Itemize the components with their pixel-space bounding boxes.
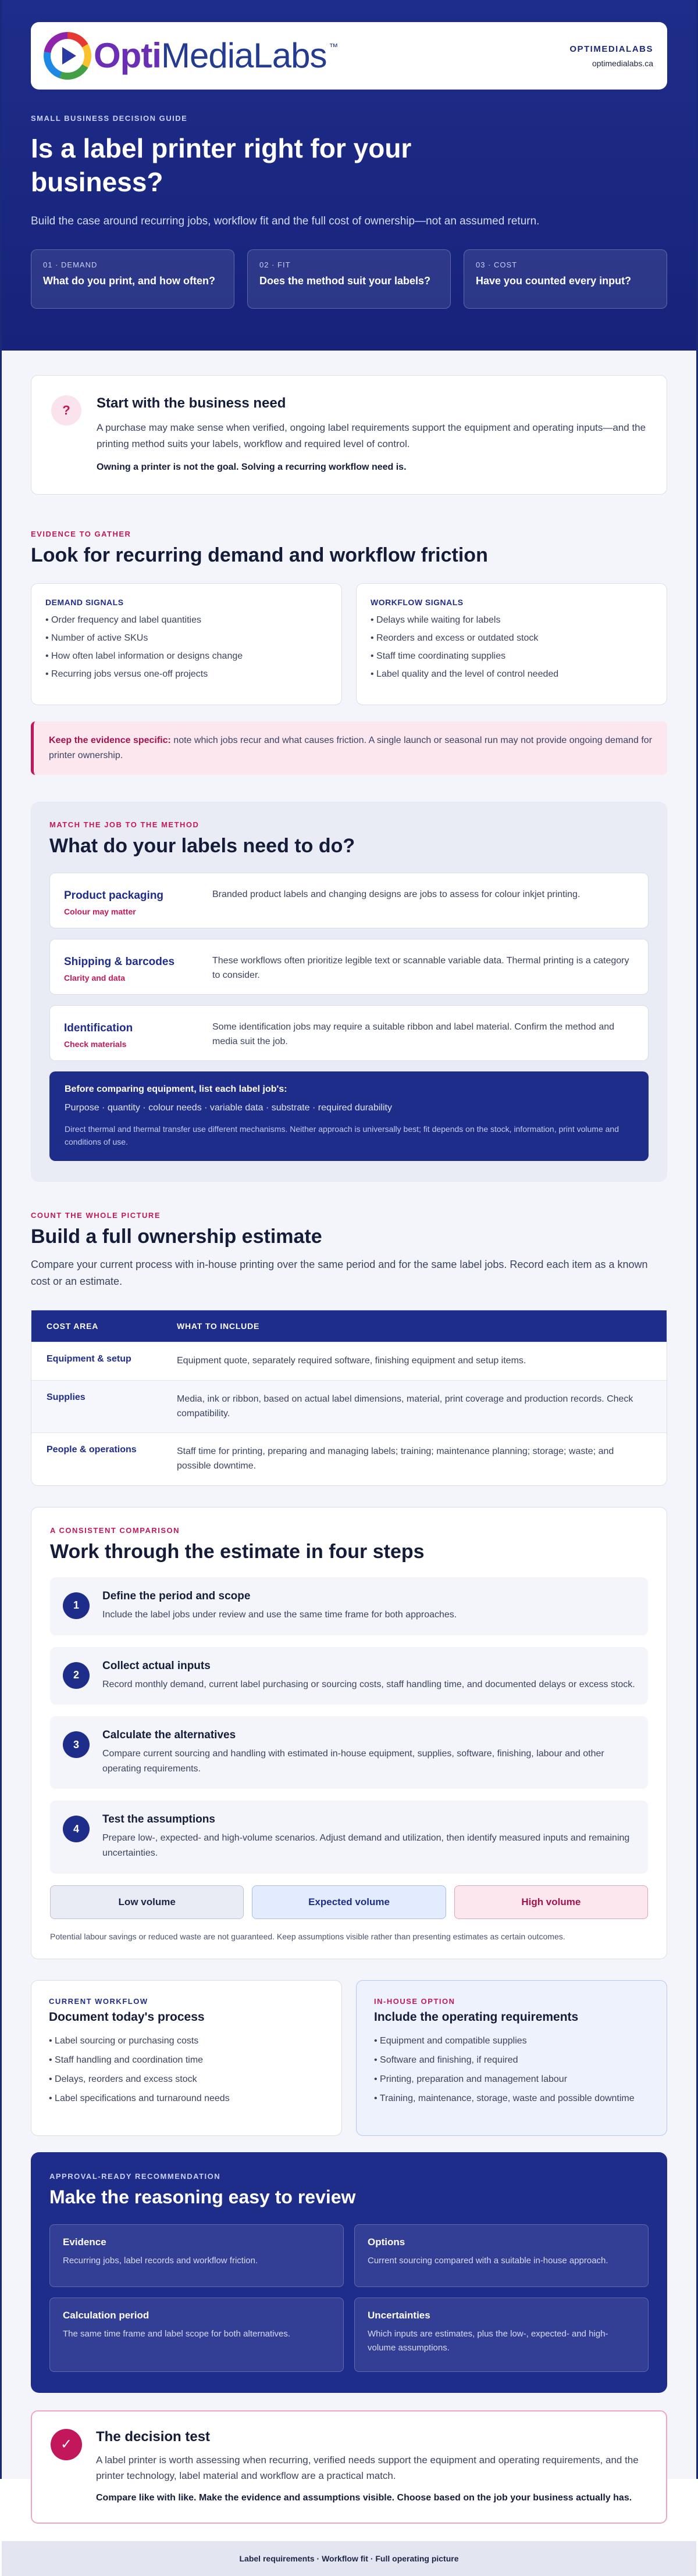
brand-url[interactable]: optimedialabs.ca bbox=[592, 58, 653, 68]
scenario-low-volume[interactable]: Low volume bbox=[50, 1885, 244, 1919]
column-header-include: WHAT TO INCLUDE bbox=[177, 1321, 260, 1331]
rec-item-title: Options bbox=[368, 2236, 405, 2248]
job-desc: Some identification jobs may require a suitable ribbon and label material. Confirm the method and media suit the job. bbox=[212, 1021, 615, 1047]
checklist-title: Before comparing equipment, list each label job's: bbox=[65, 1084, 287, 1094]
step-desc: Prepare low-, expected- and high-volume scenarios. Adjust demand and utilization, then identify measured inputs and remaining uncertainties. bbox=[102, 1833, 630, 1858]
logo[interactable] bbox=[44, 32, 339, 80]
step-title: Test the assumptions bbox=[102, 1813, 215, 1826]
job-name: Identification bbox=[64, 1021, 133, 1034]
table-row bbox=[31, 1432, 667, 1485]
recommendation-panel bbox=[31, 2152, 667, 2393]
need-title: Start with the business need bbox=[97, 395, 286, 412]
brand-name: OPTIMEDIALABS bbox=[569, 44, 653, 54]
logo-opti: Opti bbox=[94, 36, 161, 75]
rec-item-title: Calculation period bbox=[63, 2309, 149, 2321]
cost-include: Staff time for printing, preparing and managing labels; training; maintenance planning; storage; waste; and possible downtime. bbox=[177, 1446, 614, 1471]
list-item: • Training, maintenance, storage, waste and possible downtime bbox=[374, 2093, 649, 2104]
business-need-card bbox=[31, 375, 667, 495]
hero-card-demand bbox=[31, 249, 234, 309]
step-4 bbox=[50, 1800, 648, 1873]
job-row-shipping bbox=[49, 939, 649, 995]
rec-item-desc: Current sourcing compared with a suitable in-house approach. bbox=[368, 2255, 608, 2266]
step-number: 2 bbox=[63, 1662, 90, 1689]
list-item: • Staff handling and coordination time bbox=[49, 2055, 324, 2066]
logo-wordmark bbox=[94, 38, 327, 73]
step-1 bbox=[50, 1577, 648, 1635]
demand-signals-list bbox=[45, 615, 327, 680]
cost-area: Supplies bbox=[47, 1392, 86, 1402]
footer: Label requirements · Workflow fit · Full operating picture bbox=[2, 2541, 696, 2576]
need-body: A purchase may make sense when verified, ongoing label requirements support the equipment and operating inputs—and the printing method suits your labels, workflow and required level of control. bbox=[97, 422, 646, 449]
logo-rest: MediaLabs bbox=[161, 36, 327, 75]
evidence-eyebrow: EVIDENCE TO GATHER bbox=[31, 530, 131, 539]
recommendation-title: Make the reasoning easy to review bbox=[49, 2186, 356, 2207]
check-icon: ✓ bbox=[51, 2429, 82, 2460]
table-row bbox=[31, 1380, 667, 1433]
page-title: Is a label printer right for your business? bbox=[31, 133, 412, 197]
job-tag: Colour may matter bbox=[64, 906, 136, 916]
trademark: ™ bbox=[329, 42, 339, 52]
steps-card bbox=[31, 1507, 667, 1959]
list-item: • Order frequency and label quantities bbox=[45, 615, 327, 626]
current-title: Document today's process bbox=[49, 2010, 205, 2024]
current-eyebrow: CURRENT WORKFLOW bbox=[49, 1996, 148, 2006]
rec-item-desc: Recurring jobs, label records and workflow friction. bbox=[63, 2255, 258, 2266]
step-title: Calculate the alternatives bbox=[102, 1729, 236, 1742]
table-row bbox=[31, 1342, 667, 1380]
rec-item-desc: Which inputs are estimates, plus the low-, expected- and high-volume assumptions. bbox=[368, 2328, 608, 2353]
cost-table bbox=[31, 1310, 667, 1486]
steps-title: Work through the estimate in four steps bbox=[50, 1540, 425, 1563]
checklist-items: Purpose · quantity · colour needs · variable data · substrate · required durability bbox=[65, 1102, 392, 1113]
list-item: • Staff time coordinating supplies bbox=[371, 651, 653, 662]
recommendation-eyebrow: APPROVAL-READY RECOMMENDATION bbox=[49, 2171, 221, 2181]
recommendation-grid bbox=[49, 2224, 649, 2372]
list-item: • Delays while waiting for labels bbox=[371, 615, 653, 626]
list-item: • Printing, preparation and management labour bbox=[374, 2074, 649, 2085]
hero-card-title: What do you print, and how often? bbox=[43, 275, 215, 287]
job-row-packaging bbox=[49, 873, 649, 928]
hero-card-cost bbox=[464, 249, 667, 309]
question-icon: ? bbox=[51, 395, 81, 426]
step-2 bbox=[50, 1647, 648, 1705]
hero-card-fit bbox=[247, 249, 451, 309]
demand-signals-title: DEMAND SIGNALS bbox=[45, 598, 124, 608]
job-name: Shipping & barcodes bbox=[64, 955, 175, 968]
hero bbox=[2, 0, 696, 351]
job-tag: Check materials bbox=[64, 1039, 127, 1049]
decision-body: A label printer is worth assessing when recurring, verified needs support the equipment and operating requirements, and the printer technology, label material and workflow are a practical match. bbox=[96, 2454, 639, 2481]
list-item: • Label quality and the level of control needed bbox=[371, 669, 653, 680]
rec-item-title: Uncertainties bbox=[368, 2309, 430, 2321]
inhouse-title: Include the operating requirements bbox=[374, 2010, 579, 2024]
signals bbox=[31, 583, 667, 705]
list-item: • Recurring jobs versus one-off projects bbox=[45, 669, 327, 680]
need-strong: Owning a printer is not the goal. Solving a recurring workflow need is. bbox=[97, 462, 407, 472]
match-title: What do your labels need to do? bbox=[49, 834, 355, 857]
scenario-expected-volume[interactable]: Expected volume bbox=[252, 1885, 446, 1919]
hero-cards bbox=[31, 249, 667, 309]
cost-area: Equipment & setup bbox=[47, 1353, 131, 1364]
hero-card-title: Does the method suit your labels? bbox=[259, 275, 431, 287]
workflow-signals-list bbox=[371, 615, 653, 680]
step-desc: Compare current sourcing and handling with estimated in-house equipment, supplies, software, finishing, labour and other operating requirements. bbox=[102, 1749, 604, 1774]
current-workflow-card bbox=[31, 1980, 342, 2136]
workflow-signals-title: WORKFLOW SIGNALS bbox=[371, 598, 464, 608]
hero-card-num: 03 · COST bbox=[476, 260, 518, 270]
step-title: Collect actual inputs bbox=[102, 1659, 211, 1672]
list-item: • How often label information or designs change bbox=[45, 651, 327, 662]
inhouse-option-card bbox=[356, 1980, 667, 2136]
job-desc: Branded product labels and changing designs are jobs to assess for colour inkjet printing. bbox=[212, 889, 581, 899]
job-checklist-box bbox=[49, 1071, 649, 1162]
inhouse-eyebrow: IN-HOUSE OPTION bbox=[374, 1996, 455, 2006]
main-content bbox=[2, 351, 696, 2576]
column-header-area: COST AREA bbox=[47, 1321, 99, 1331]
cost-include: Media, ink or ribbon, based on actual label dimensions, material, print coverage and production records. Check compatibility. bbox=[177, 1394, 633, 1419]
decision-test-card bbox=[31, 2410, 667, 2524]
rec-item-evidence bbox=[49, 2224, 344, 2287]
brand-bar bbox=[31, 22, 667, 90]
hero-subtitle: Build the case around recurring jobs, workflow fit and the full cost of ownership—not an assumed return. bbox=[31, 215, 540, 227]
hero-eyebrow: SMALL BUSINESS DECISION GUIDE bbox=[31, 114, 188, 123]
step-3 bbox=[50, 1716, 648, 1789]
workflow-signals-card bbox=[356, 583, 667, 705]
cost-include: Equipment quote, separately required software, finishing equipment and setup items. bbox=[177, 1355, 526, 1366]
list-item: • Reorders and excess or outdated stock bbox=[371, 633, 653, 644]
steps-eyebrow: A CONSISTENT COMPARISON bbox=[50, 1525, 180, 1535]
checklist-note: Direct thermal and thermal transfer use different mechanisms. Neither approach is universally best; fit depends on the stock, information, print volume and conditions of use. bbox=[65, 1124, 619, 1146]
list-item: • Label specifications and turnaround needs bbox=[49, 2093, 324, 2104]
step-number: 1 bbox=[63, 1592, 90, 1619]
evidence-callout bbox=[31, 721, 667, 774]
list-item: • Number of active SKUs bbox=[45, 633, 327, 644]
rec-item-options bbox=[354, 2224, 649, 2287]
ownership-intro: Compare your current process with in-house printing over the same period and for the same label jobs. Record each item as a known cost or an estimate. bbox=[31, 1259, 648, 1288]
list-item: • Equipment and compatible supplies bbox=[374, 2036, 649, 2046]
brand-info bbox=[569, 44, 653, 68]
scenario-high-volume[interactable]: High volume bbox=[454, 1885, 648, 1919]
ownership-title: Build a full ownership estimate bbox=[31, 1226, 322, 1248]
hero-card-num: 01 · DEMAND bbox=[43, 260, 98, 270]
workflow-compare bbox=[31, 1980, 667, 2136]
step-number: 3 bbox=[63, 1731, 90, 1758]
callout-text: note which jobs recur and what causes friction. A single launch or seasonal run may not provide ongoing demand for printer ownership. bbox=[49, 735, 653, 760]
list-item: • Delays, reorders and excess stock bbox=[49, 2074, 324, 2085]
job-name: Product packaging bbox=[64, 889, 164, 902]
decision-strong: Compare like with like. Make the evidence and assumptions visible. Choose based on the job your business actually has. bbox=[96, 2492, 632, 2503]
rec-item-uncertainties bbox=[354, 2298, 649, 2372]
step-desc: Record monthly demand, current label purchasing or sourcing costs, staff handling time, and documented delays or excess stock. bbox=[102, 1679, 635, 1689]
decision-title: The decision test bbox=[96, 2428, 211, 2445]
demand-signals-card bbox=[31, 583, 342, 705]
match-panel bbox=[31, 802, 667, 1182]
job-tag: Clarity and data bbox=[64, 973, 126, 982]
list-item: • Label sourcing or purchasing costs bbox=[49, 2036, 324, 2046]
logo-icon bbox=[44, 32, 91, 80]
match-eyebrow: MATCH THE JOB TO THE METHOD bbox=[49, 820, 200, 829]
job-row-identification bbox=[49, 1005, 649, 1061]
steps-note: Potential labour savings or reduced waste are not guaranteed. Keep assumptions visible rather than presenting estimates as certain outcomes. bbox=[50, 1931, 565, 1941]
list-item: • Software and finishing, if required bbox=[374, 2055, 649, 2066]
callout-bold: Keep the evidence specific: bbox=[49, 735, 171, 746]
rec-item-desc: The same time frame and label scope for both alternatives. bbox=[63, 2328, 291, 2339]
rec-item-period bbox=[49, 2298, 344, 2372]
rec-item-title: Evidence bbox=[63, 2236, 106, 2248]
ownership-eyebrow: COUNT THE WHOLE PICTURE bbox=[31, 1211, 161, 1220]
table-header bbox=[31, 1310, 667, 1342]
job-desc: These workflows often prioritize legible text or scannable variable data. Thermal printing is a category to consider. bbox=[212, 955, 629, 981]
cost-area: People & operations bbox=[47, 1445, 137, 1455]
step-number: 4 bbox=[63, 1816, 90, 1842]
step-title: Define the period and scope bbox=[102, 1589, 251, 1602]
step-desc: Include the label jobs under review and use the same time frame for both approaches. bbox=[102, 1609, 457, 1620]
evidence-title: Look for recurring demand and workflow friction bbox=[31, 544, 488, 567]
hero-card-num: 02 · FIT bbox=[259, 260, 291, 270]
hero-card-title: Have you counted every input? bbox=[476, 275, 632, 287]
scenario-tabs bbox=[50, 1885, 648, 1919]
